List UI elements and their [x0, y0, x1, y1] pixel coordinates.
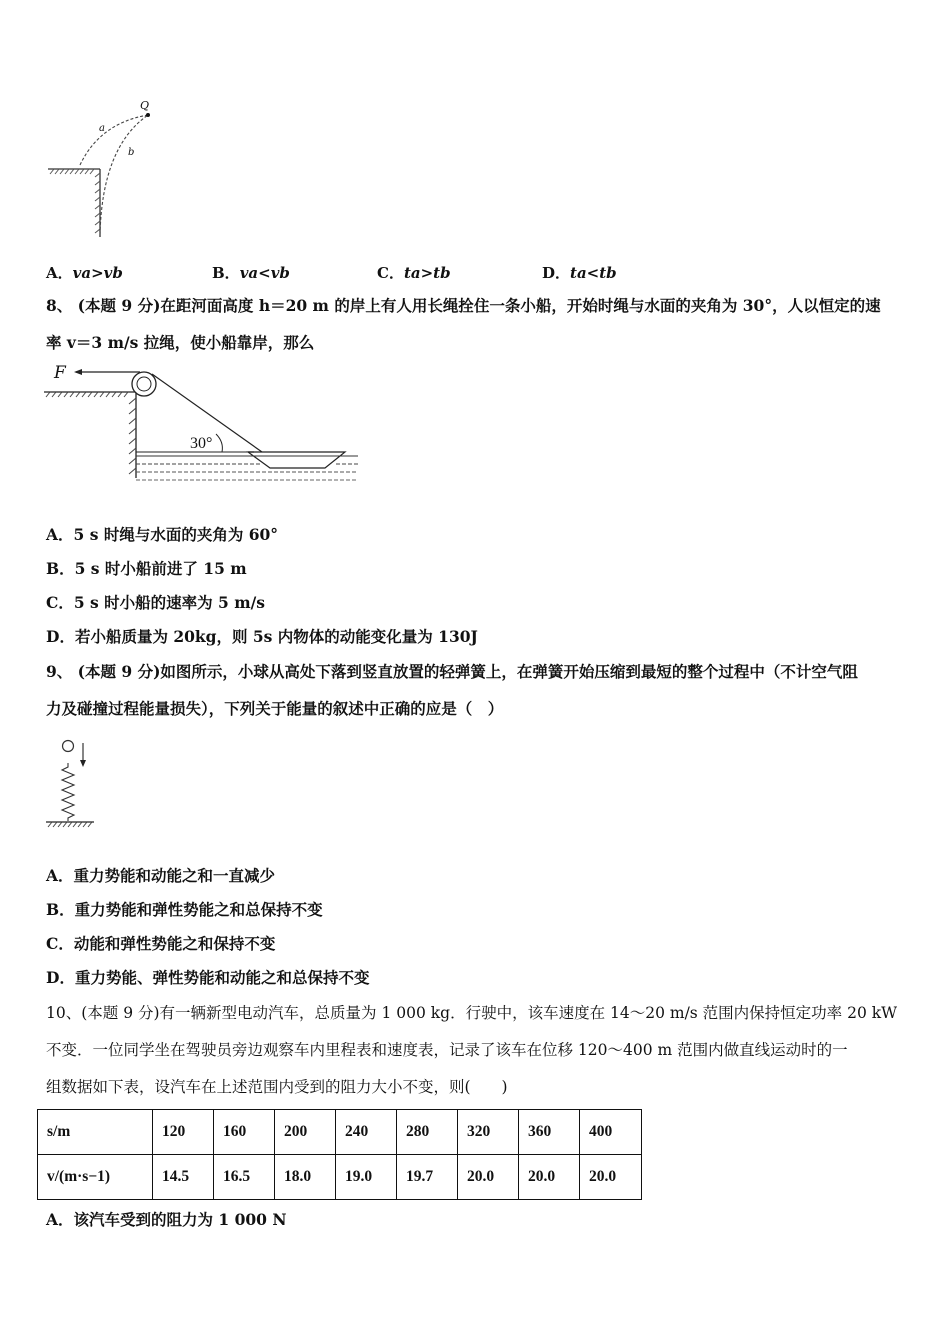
- q7-option-c-text: ta>tb: [403, 264, 451, 282]
- table-cell: 19.7: [397, 1155, 458, 1200]
- q8-option-c: C．5 s 时小船的速率为 5 m/s: [46, 593, 266, 612]
- q7-option-c-letter: C．: [377, 264, 404, 282]
- table-cell: 400: [580, 1110, 642, 1155]
- q8-option-d: D．若小船质量为 20kg，则 5s 内物体的动能变化量为 130J: [46, 627, 478, 646]
- q7-option-d-text: ta<tb: [570, 264, 617, 282]
- q10-stem-line3: 组数据如下表，设汽车在上述范围内受到的阻力大小不变，则( ): [46, 1078, 508, 1096]
- q9-option-d: D．重力势能、弹性势能和动能之和总保持不变: [46, 968, 370, 987]
- q7-trajectory-figure: [40, 95, 170, 245]
- q8-boat-pulley-figure: [40, 360, 370, 490]
- q7-label-q: Q: [140, 99, 150, 112]
- table-cell: 320: [458, 1110, 519, 1155]
- q9-stem-line2: 力及碰撞过程能量损失），下列关于能量的叙述中正确的应是（ ）: [46, 699, 504, 718]
- table-cell: 19.0: [336, 1155, 397, 1200]
- q7-option-d-letter: D．: [542, 264, 571, 282]
- q7-option-a: [46, 262, 123, 283]
- q7-label-b: b: [128, 147, 135, 158]
- table-cell: 18.0: [275, 1155, 336, 1200]
- table-row: [38, 1110, 642, 1155]
- table-row: [38, 1155, 642, 1200]
- q8-option-b: B．5 s 时小船前进了 15 m: [46, 559, 247, 578]
- q7-option-d: [542, 262, 617, 283]
- q10-option-a: A．该汽车受到的阻力为 1 000 N: [46, 1210, 287, 1229]
- q7-option-b-letter: B．: [212, 264, 240, 282]
- q9-option-b: B．重力势能和弹性势能之和总保持不变: [46, 900, 323, 919]
- q8-force-label: F: [54, 363, 66, 383]
- table-cell: 14.5: [153, 1155, 214, 1200]
- table-cell: 20.0: [580, 1155, 642, 1200]
- table-cell: 20.0: [458, 1155, 519, 1200]
- q8-angle-label: 30°: [190, 435, 213, 452]
- q7-option-a-text: va>vb: [72, 264, 123, 282]
- q8-stem-line2: 率 v＝3 m/s 拉绳，使小船靠岸，那么: [46, 333, 315, 352]
- table-cell-header-s: s/m: [38, 1110, 153, 1155]
- table-cell: 280: [397, 1110, 458, 1155]
- table-cell: 160: [214, 1110, 275, 1155]
- q7-option-b-text: va<vb: [239, 264, 290, 282]
- q9-ball: [63, 741, 74, 752]
- q9-option-a: A．重力势能和动能之和一直减少: [46, 866, 276, 885]
- q9-spring: [62, 763, 74, 821]
- table-cell: 16.5: [214, 1155, 275, 1200]
- q7-label-a: a: [99, 123, 105, 134]
- q7-option-c: [377, 262, 451, 283]
- table-cell: 120: [153, 1110, 214, 1155]
- table-cell: 20.0: [519, 1155, 580, 1200]
- q8-stem-line1: 8、 (本题 9 分)在距河面高度 h＝20 m 的岸上有人用长绳拴住一条小船，开始时绳与水面的夹角为 30°，人以恒定的速: [46, 296, 881, 315]
- q9-ball-spring-figure: [40, 735, 110, 835]
- q9-stem-line1: 9、 (本题 9 分)如图所示，小球从高处下落到竖直放置的轻弹簧上，在弹簧开始压缩到最短的整个过程中（不计空气阻: [46, 662, 858, 681]
- q7-option-b: [212, 262, 290, 283]
- q9-option-c: C．动能和弹性势能之和保持不变: [46, 934, 276, 953]
- q8-option-a: A．5 s 时绳与水面的夹角为 60°: [46, 525, 279, 544]
- table-cell-header-v: v/(m·s−1): [38, 1155, 153, 1200]
- q10-stem-line2: 不变．一位同学坐在驾驶员旁边观察车内里程表和速度表，记录了该车在位移 120～400 m 范围内做直线运动时的一: [46, 1041, 848, 1059]
- q10-data-table: [37, 1109, 642, 1200]
- q7-option-a-letter: A．: [46, 264, 73, 282]
- q10-stem-line1: 10、(本题 9 分)有一辆新型电动汽车，总质量为 1 000 kg．行驶中，该车速度在 14～20 m/s 范围内保持恒定功率 20 kW: [46, 1004, 898, 1022]
- table-cell: 240: [336, 1110, 397, 1155]
- table-cell: 360: [519, 1110, 580, 1155]
- table-cell: 200: [275, 1110, 336, 1155]
